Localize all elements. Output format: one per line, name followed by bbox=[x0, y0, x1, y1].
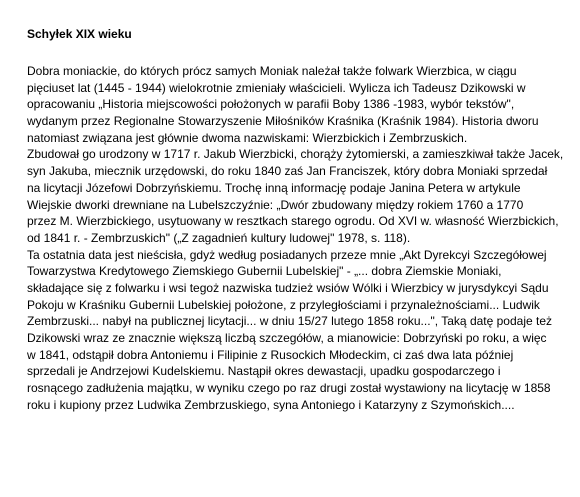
text-line: Wiejskie dworki drewniane na Lubelszczyźnie: „Dwór zbudowany między rokiem 1760 a 1770 bbox=[27, 197, 524, 212]
text-line: na licytacji Józefowi Dobrzyńskiemu. Trochę inną informację podaje Janina Petera w artykule bbox=[27, 180, 521, 195]
text-line: Dobra moniackie, do których prócz samych Moniak należał także folwark Wierzbica, w ciągu bbox=[27, 64, 517, 78]
text-line: rosnącego zadłużenia majątku, w wyniku czego po raz drugi został wystawiony na licytację w 1858 bbox=[27, 381, 551, 396]
text-line: syn Jakuba, miecznik urzędowski, do roku 1840 zaś Jan Franciszek, który dobra Moniaki sprzedał bbox=[27, 164, 548, 179]
text-line: przez M. Wierzbickiego, usytuowany w resztkach starego ogrodu. Od XVI w. własność Wierzbickich, bbox=[27, 214, 559, 229]
text-line: Zbudował go urodzony w 1717 r. Jakub Wierzbicki, chorąży żytomierski, a zamieszkiwał także Jacek, bbox=[27, 147, 564, 162]
text-line: natomiast związana jest głównie dwoma nazwiskami: Wierzbickich i Zembrzuskich. bbox=[27, 130, 468, 145]
text-line: Dzikowski wraz ze znacznie większą liczbą szczegółów, a mianowicie: Dobrzyński po roku, a więc bbox=[27, 331, 547, 345]
article-body bbox=[27, 63, 575, 413]
text-line: składające się z folwarku i wsi tegoż nazwiska tudzież wsiów Wólki i Wierzbicy w jurysdykcyi Sądu bbox=[27, 280, 549, 295]
text-line: sprzedali je Andrzejowi Kudelskiemu. Nastąpił okres dewastacji, upadku gospodarczego i bbox=[27, 364, 501, 379]
text-line: od 1841 r. - Zembrzuskich" („Z zagadnień kultury ludowej" 1978, s. 118). bbox=[27, 230, 411, 245]
text-line: Towarzystwa Kredytowego Ziemskiego Gubernii Lubelskiej" - „... dobra Ziemskie Moniaki, bbox=[27, 264, 502, 279]
text-line: Zembrzuski... nabył na publicznej licytacji... w dniu 15/27 lutego 1858 roku...", Taką datę podaje też bbox=[27, 314, 553, 329]
text-line: wydanym przez Regionalne Stowarzyszenie Miłośników Kraśnika (Kraśnik 1984). Historia dworu bbox=[27, 114, 539, 129]
text-line: roku i kupiony przez Ludwika Zembrzuskiego, syna Antoniego i Katarzyny z Szymońskich.... bbox=[27, 397, 515, 412]
text-line: w 1841, odstąpił dobra Antoniemu i Filipinie z Rusockich Młodeckim, ci zaś dwa lata później bbox=[27, 347, 514, 362]
section-heading: Schyłek XIX wieku bbox=[27, 27, 132, 41]
text-line: pięciuset lat (1445 - 1944) wielokrotnie zmieniały właścicieli. Wylicza ich Tadeusz Dzikowski w bbox=[27, 80, 526, 95]
text-line: opracowaniu „Historia miejscowości położonych w parafii Boby 1386 -1983, wybór tekstów", bbox=[27, 97, 515, 112]
article bbox=[27, 27, 575, 413]
text-line: Pokoju w Kraśniku Gubernii Lubelskiej położone, z przyległościami i przynależnościami... Ludwik bbox=[27, 297, 540, 312]
text-line: Ta ostatnia data jest nieścisła, gdyż według posiadanych przeze mnie „Akt Dyrekcyi Szczegółowej bbox=[27, 247, 547, 262]
